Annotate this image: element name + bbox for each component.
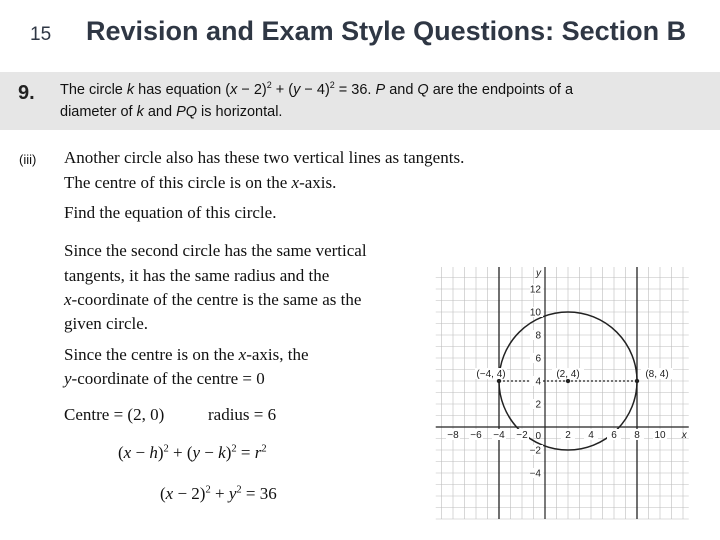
y-tick-label: 10: [529, 307, 541, 319]
solution-line-1: Since the second circle has the same vertical: [64, 241, 367, 260]
solution-line-5: Since the centre is on the x-axis, the: [64, 345, 309, 364]
question-stem-line-2: diameter of k and PQ is horizontal.: [60, 104, 283, 120]
x-axis-label: x: [681, 430, 687, 441]
slide-header: [0, 0, 720, 72]
origin-label: 0: [535, 431, 541, 442]
y-tick-label: 8: [535, 330, 541, 342]
graph-lines: [436, 267, 689, 519]
point-marker: [635, 379, 639, 383]
slide-title: Revision and Exam Style Questions: Section B: [86, 16, 687, 46]
x-tick-label: −8: [447, 430, 459, 441]
x-tick-label: 4: [588, 430, 594, 441]
solution-line-6: y-coordinate of the centre = 0: [64, 369, 265, 388]
circle-graph: [430, 267, 696, 535]
y-tick-label: −2: [529, 445, 541, 457]
point-label: (−4, 4): [476, 369, 506, 380]
graph-grid: [436, 267, 689, 519]
final-equation: $(x - 2)^2 + y^2 = 36$: [160, 484, 277, 503]
radius-statement: radius = 6: [208, 405, 277, 424]
centre-statement: Centre = (2, 0): [64, 405, 165, 424]
y-tick-label: 6: [535, 353, 541, 365]
y-tick-label: 4: [535, 376, 541, 388]
point-label: (2, 4): [556, 369, 580, 380]
point-label: (8, 4): [645, 369, 669, 380]
x-tick-label: 8: [634, 430, 640, 441]
solution-line-2: tangents, it has the same radius and the: [64, 266, 330, 285]
question-number: 9.: [18, 82, 35, 104]
part-label: (iii): [19, 152, 37, 167]
x-tick-label: 10: [654, 430, 666, 441]
question-band: [0, 72, 720, 130]
part-prompt-line-3: Find the equation of this circle.: [64, 203, 277, 222]
x-tick-label: −6: [470, 430, 482, 441]
general-equation: $(x - h)^2 + (y - k)^2 = r^2$: [118, 443, 267, 462]
part-prompt-line-2: The centre of this circle is on the x-axis.: [64, 173, 337, 192]
x-tick-label: 6: [611, 430, 617, 441]
y-tick-label: 12: [529, 284, 541, 296]
solution-line-4: given circle.: [64, 314, 149, 333]
part-prompt-line-1: Another circle also has these two vertical lines as tangents.: [64, 148, 465, 167]
x-tick-label: −2: [516, 430, 528, 441]
y-axis-label: y: [536, 268, 541, 279]
x-tick-label: 2: [565, 430, 571, 441]
y-tick-label: −4: [529, 468, 541, 480]
graph-labels: [446, 268, 688, 480]
x-tick-label: −4: [493, 430, 505, 441]
y-tick-label: 2: [535, 399, 541, 411]
chapter-number: 15: [30, 24, 52, 45]
question-stem-line-1: The circle k has equation $(x - 2)^2 + (y - 4)^2 = 36$. P and Q are the endpoints of a: [60, 80, 574, 98]
solution-line-3: x-coordinate of the centre is the same as the: [64, 290, 362, 309]
